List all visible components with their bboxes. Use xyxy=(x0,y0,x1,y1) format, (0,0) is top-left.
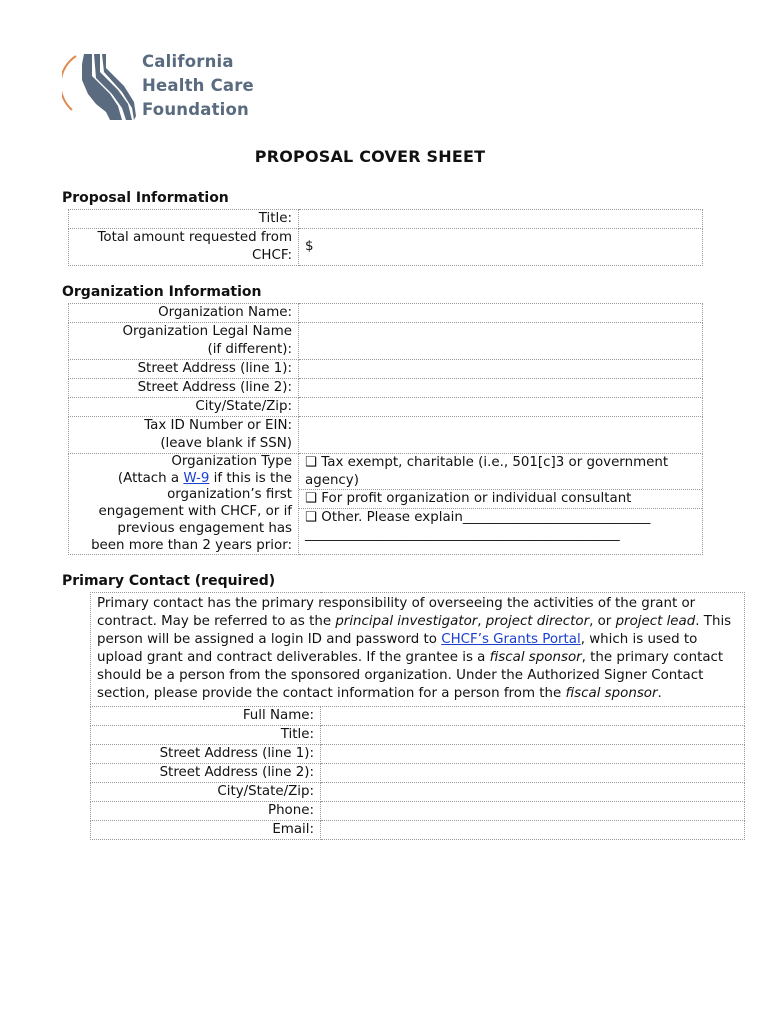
tax-id-label-line-2: (leave blank if SSN) xyxy=(160,436,292,451)
tax-exempt-label: Tax exempt, charitable (i.e., 501[c]3 or government xyxy=(321,455,669,470)
org-type-options xyxy=(299,454,703,555)
table-row xyxy=(69,360,703,379)
org-street2-label: Street Address (line 2): xyxy=(69,379,299,398)
table-row xyxy=(69,210,703,229)
org-type-label xyxy=(69,454,299,555)
org-type-label-line-4: engagement with CHCF, or if xyxy=(98,504,292,520)
primary-contact-table xyxy=(90,592,745,840)
table-row xyxy=(91,726,745,745)
org-legal-name-field[interactable] xyxy=(299,323,703,360)
contact-email-label: Email: xyxy=(91,821,321,840)
w9-link[interactable]: W-9 xyxy=(183,470,210,486)
org-type-label-line-3: organization’s first xyxy=(167,487,292,503)
contact-street2-label: Street Address (line 2): xyxy=(91,764,321,783)
table-row xyxy=(91,802,745,821)
org-type-label-text: (Attach a xyxy=(117,470,184,486)
contact-street1-label: Street Address (line 1): xyxy=(91,745,321,764)
contact-title-field[interactable] xyxy=(321,726,745,745)
table-row xyxy=(69,454,703,555)
contact-phone-field[interactable] xyxy=(321,802,745,821)
table-row xyxy=(69,229,703,266)
table-row xyxy=(69,323,703,360)
tax-exempt-option[interactable] xyxy=(299,454,702,490)
contact-street2-field[interactable] xyxy=(321,764,745,783)
org-street2-field[interactable] xyxy=(299,379,703,398)
tax-exempt-label-cont: agency) xyxy=(305,472,359,488)
intro-text: , the primary contact should be a person from the sponsored organization. Under the Authorized Signer Contact section, please provide the contact information for a person from the xyxy=(97,650,724,701)
intro-text: project director xyxy=(485,614,590,629)
intro-text: , or xyxy=(589,614,616,629)
org-name-field[interactable] xyxy=(299,304,703,323)
org-type-label-line-5: previous engagement has xyxy=(117,520,292,536)
logo-line-3: Foundation xyxy=(142,100,250,119)
for-profit-label: For profit organization or individual consultant xyxy=(321,491,632,506)
intro-text: , xyxy=(477,614,486,629)
contact-email-field[interactable] xyxy=(321,821,745,840)
contact-full-name-label: Full Name: xyxy=(91,707,321,726)
contact-full-name-field[interactable] xyxy=(321,707,745,726)
table-row xyxy=(69,398,703,417)
table-row xyxy=(69,417,703,454)
contact-phone-label: Phone: xyxy=(91,802,321,821)
amount-label-line-2: CHCF: xyxy=(252,248,292,263)
organization-section-heading: Organization Information xyxy=(62,284,262,300)
intro-text: fiscal sponsor xyxy=(565,686,658,701)
org-legal-label-line-2: (if different): xyxy=(207,342,292,357)
table-row xyxy=(91,783,745,802)
org-city-field[interactable] xyxy=(299,398,703,417)
org-name-label: Organization Name: xyxy=(69,304,299,323)
other-explain-line[interactable]: _______________________________________________ xyxy=(305,527,620,542)
primary-contact-intro xyxy=(91,593,745,707)
amount-label-line-1: Total amount requested from xyxy=(97,230,292,245)
page-title: PROPOSAL COVER SHEET xyxy=(254,147,486,166)
table-row xyxy=(69,379,703,398)
table-row xyxy=(91,707,745,726)
grants-portal-link[interactable]: CHCF’s Grants Portal xyxy=(441,632,581,647)
intro-text: . xyxy=(657,686,662,701)
intro-text: principal investigator xyxy=(335,614,478,629)
org-type-label-text: if this is the xyxy=(209,470,292,486)
org-type-label-line-6: been more than 2 years prior: xyxy=(91,537,292,553)
org-legal-name-label xyxy=(69,323,299,360)
primary-contact-heading: Primary Contact (required) xyxy=(62,573,276,589)
org-city-label: City/State/Zip: xyxy=(69,398,299,417)
tax-id-label-line-1: Tax ID Number or EIN: xyxy=(144,418,292,433)
amount-label xyxy=(69,229,299,266)
logo-wordmark xyxy=(142,50,254,122)
for-profit-option[interactable] xyxy=(299,490,702,509)
logo-line-2: Health Care xyxy=(142,76,254,95)
tax-id-label xyxy=(69,417,299,454)
org-legal-label-line-1: Organization Legal Name xyxy=(122,324,292,339)
org-type-label-line-2 xyxy=(75,471,292,488)
intro-text: Primary contact has the primary responsibility of overseeing the activities of the grant or contract. May be referred to as the xyxy=(97,596,696,629)
table-row xyxy=(91,764,745,783)
checkbox-icon[interactable]: ❑ xyxy=(305,455,318,470)
contact-street1-field[interactable] xyxy=(321,745,745,764)
amount-field[interactable]: $ xyxy=(299,229,703,266)
tax-id-field[interactable] xyxy=(299,417,703,454)
proposal-table xyxy=(68,209,703,266)
checkbox-icon[interactable]: ❑ xyxy=(305,491,318,506)
contact-city-label: City/State/Zip: xyxy=(91,783,321,802)
table-row xyxy=(91,745,745,764)
other-label: Other. Please explain____________________________ xyxy=(321,509,651,525)
california-map-icon xyxy=(62,50,138,124)
contact-city-field[interactable] xyxy=(321,783,745,802)
intro-text: fiscal sponsor xyxy=(489,650,582,665)
other-option[interactable] xyxy=(299,509,702,544)
org-type-label-line-1: Organization Type xyxy=(171,454,292,469)
proposal-title-label: Title: xyxy=(69,210,299,229)
contact-title-label: Title: xyxy=(91,726,321,745)
intro-text: , which is used to upload grant and contract deliverables. If the grantee is a xyxy=(97,632,698,665)
chcf-logo xyxy=(62,50,262,124)
org-street1-label: Street Address (line 1): xyxy=(69,360,299,379)
table-row xyxy=(91,593,745,707)
table-row xyxy=(69,304,703,323)
intro-text: . This person will be assigned a login ID and password to xyxy=(97,614,732,647)
intro-text: project lead xyxy=(615,614,696,629)
org-street1-field[interactable] xyxy=(299,360,703,379)
checkbox-icon[interactable]: ❑ xyxy=(305,509,318,525)
proposal-title-field[interactable] xyxy=(299,210,703,229)
table-row xyxy=(91,821,745,840)
organization-table xyxy=(68,303,703,555)
proposal-section-heading: Proposal Information xyxy=(62,190,229,206)
logo-line-1: California xyxy=(142,52,234,71)
